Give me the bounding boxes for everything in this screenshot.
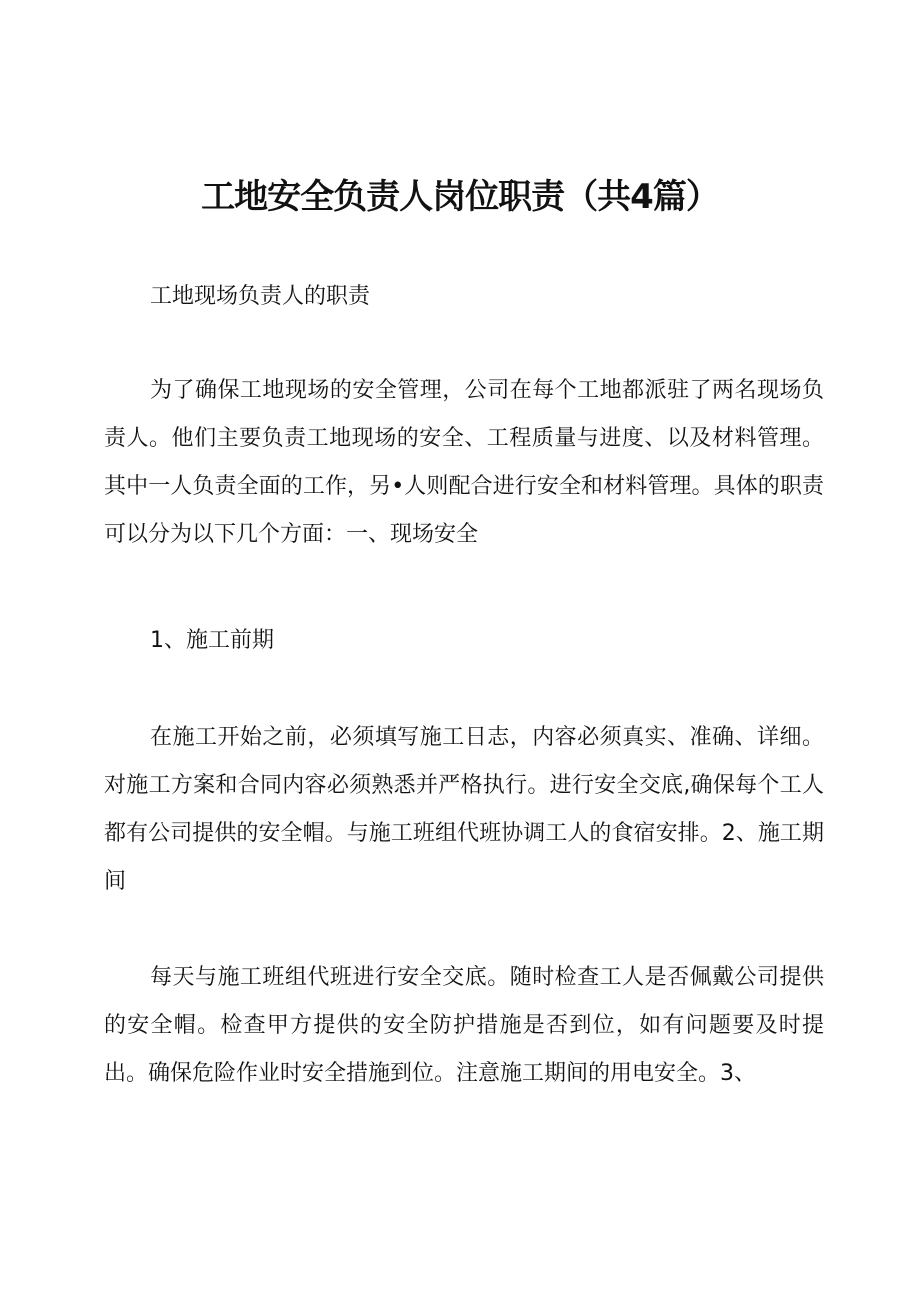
document-title: 工地安全负责人岗位职责（共4篇） [201,177,719,217]
subheading-pre-construction: 1、施工前期 [150,628,274,653]
paragraph-intro: 为了确保工地现场的安全管理，公司在每个工地都派驻了两名现场负责人。他们主要负责工地现场的安全、工程质量与进度、以及材料管理。其中一人负责全面的工作，另•人则配合进行安全和材料管理。具体的职责可以分为以下几个方面：一、现场安全 [104,378,824,547]
paragraph-during-construction: 每天与施工班组代班进行安全交底。随时检查工人是否佩戴公司提供的安全帽。检查甲方提供的安全防护措施是否到位，如有问题要及时提出。确保危险作业时安全措施到位。注意施工期间的用电安全。3、 [104,965,824,1086]
section-heading: 工地现场负责人的职责 [150,284,371,309]
paragraph-pre-construction: 在施工开始之前，必须填写施工日志，内容必须真实、准确、详细。对施工方案和合同内容必须熟悉并严格执行。进行安全交底,确保每个工人都有公司提供的安全帽。与施工班组代班协调工人的食宿安排。2、施工期间 [104,725,824,894]
